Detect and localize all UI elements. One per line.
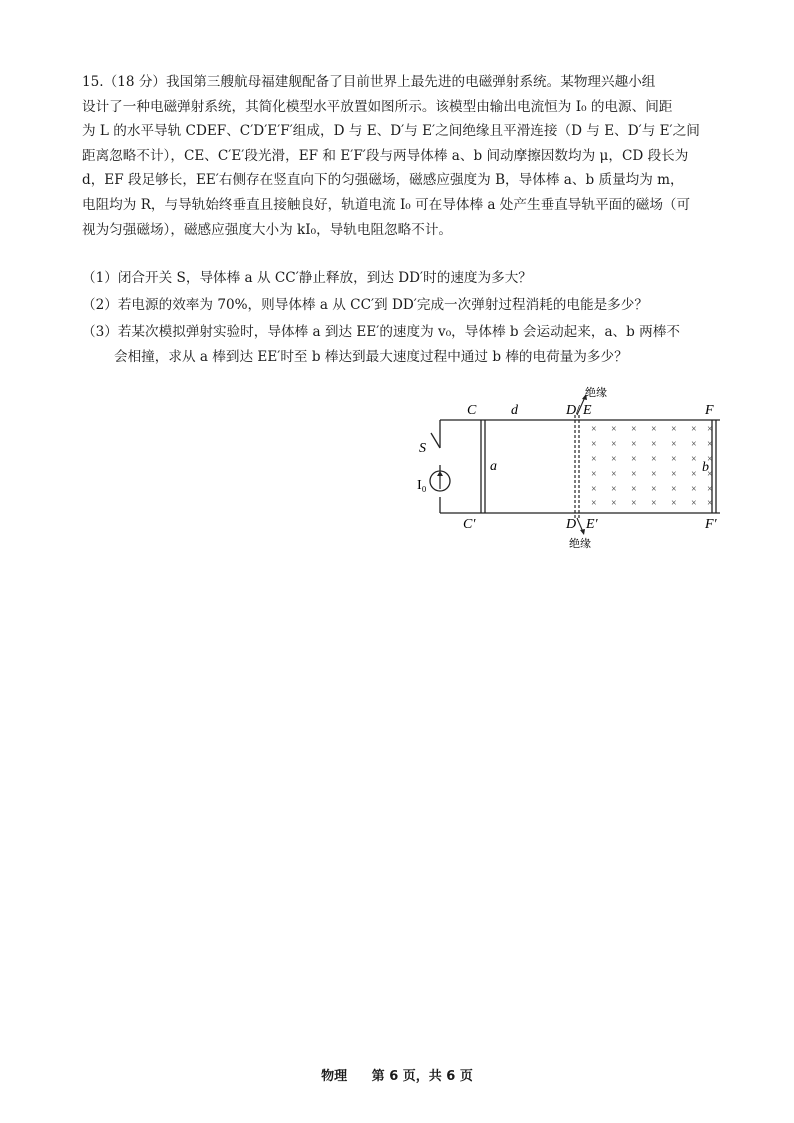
label-e-prime: E′: [586, 517, 598, 532]
stem-line-2: 设计了一种电磁弹射系统，其简化模型水平放置如图所示。该模型由输出电流恒为 I₀ 的电源、间距: [82, 98, 673, 115]
field-x-mark: ×: [707, 498, 713, 509]
field-x-mark: ×: [631, 424, 637, 435]
stem-line-7: 视为匀强磁场），磁感应强度大小为 kI₀，导轨电阻忽略不计。: [82, 221, 453, 238]
field-x-mark: ×: [707, 424, 713, 435]
stem-line-1: 15.（18 分）我国第三艘航母福建舰配备了目前世界上最先进的电磁弹射系统。某物理兴趣小组: [82, 74, 656, 90]
field-x-mark: ×: [631, 484, 637, 495]
rail-diagram-svg: [415, 385, 735, 555]
field-x-mark: ×: [611, 484, 617, 495]
field-x-mark: ×: [591, 469, 597, 480]
circuit-diagram: [415, 385, 735, 559]
question-3-text-2: 会相撞，求从 a 棒到达 EE′时至 b 棒达到最大速度过程中通过 b 棒的电荷量为多少？: [114, 348, 628, 365]
field-x-mark: ×: [671, 424, 677, 435]
field-x-mark: ×: [651, 498, 657, 509]
field-x-mark: ×: [591, 484, 597, 495]
field-x-mark: ×: [691, 498, 697, 509]
field-x-mark: ×: [691, 439, 697, 450]
field-x-mark: ×: [591, 439, 597, 450]
label-f: F: [705, 403, 714, 418]
field-x-mark: ×: [707, 484, 713, 495]
stem-line-5: d，EF 段足够长，EE′右侧存在竖直向下的匀强磁场，磁感应强度为 B，导体棒 a、b 质量均为 m，: [82, 172, 684, 189]
field-x-mark: ×: [631, 498, 637, 509]
question-3-label: （3）: [82, 324, 118, 340]
field-x-mark: ×: [591, 454, 597, 465]
question-2-text: 若电源的效率为 70%，则导体棒 a 从 CC′到 DD′完成一次弹射过程消耗的电能是多少？: [117, 297, 648, 313]
field-x-mark: ×: [651, 424, 657, 435]
question-2: [82, 293, 732, 318]
question-3-text-1: 若某次模拟弹射实验时，导体棒 a 到达 EE′的速度为 v₀，导体棒 b 会运动起来，a、b 两棒不: [117, 324, 680, 340]
field-x-mark: ×: [691, 469, 697, 480]
field-x-mark: ×: [691, 424, 697, 435]
field-x-mark: ×: [691, 484, 697, 495]
field-x-mark: ×: [651, 454, 657, 465]
field-x-mark: ×: [611, 454, 617, 465]
field-x-mark: ×: [631, 469, 637, 480]
label-c-prime: C′: [463, 517, 476, 532]
question-3: [82, 320, 732, 369]
field-x-mark: ×: [591, 498, 597, 509]
field-x-mark: ×: [611, 424, 617, 435]
field-x-mark: ×: [691, 454, 697, 465]
label-i0: I₀: [417, 478, 427, 493]
field-x-mark: ×: [671, 439, 677, 450]
field-x-mark: ×: [651, 484, 657, 495]
insulation-bottom-arrow-icon: [580, 529, 585, 535]
footer-page-number: 第 6 页，共 6 页: [371, 1069, 473, 1084]
field-x-mark: ×: [707, 469, 713, 480]
label-e: E: [583, 403, 592, 418]
field-x-mark: ×: [671, 454, 677, 465]
label-d-prime: D: [566, 517, 577, 532]
magnetic-field-marks: [591, 424, 713, 509]
field-x-mark: ×: [671, 498, 677, 509]
question-1-text: 闭合开关 S，导体棒 a 从 CC′静止释放，到达 DD′时的速度为多大？: [117, 270, 532, 286]
label-s: S: [419, 441, 426, 456]
field-x-mark: ×: [671, 484, 677, 495]
field-x-mark: ×: [671, 469, 677, 480]
field-x-mark: ×: [631, 454, 637, 465]
stem-line-4: 距离忽略不计），CE、C′E′段光滑，EF 和 E′F′段与两导体棒 a、b 间动摩擦因数均为 μ，CD 段长为: [82, 147, 689, 164]
field-x-mark: ×: [651, 439, 657, 450]
footer-subject: 物理: [321, 1069, 348, 1084]
label-d: D: [566, 403, 577, 418]
question-2-label: （2）: [82, 297, 118, 313]
stem-line-3: 为 L 的水平导轨 CDEF、C′D′E′F′组成，D 与 E、D′与 E′之间绝缘且平滑连接（D 与 E、D′与 E′之间: [82, 123, 700, 140]
stem-line-6: 电阻均为 R，与导轨始终垂直且接触良好，轨道电流 I₀ 可在导体棒 a 处产生垂直导轨平面的磁场（可: [82, 196, 691, 213]
field-x-mark: ×: [611, 498, 617, 509]
field-x-mark: ×: [707, 454, 713, 465]
field-x-mark: ×: [651, 469, 657, 480]
field-x-mark: ×: [611, 439, 617, 450]
label-a: a: [490, 459, 497, 474]
insulation-top-label: 绝缘: [585, 386, 607, 399]
question-1-label: （1）: [82, 270, 118, 286]
field-x-mark: ×: [707, 439, 713, 450]
label-f-prime: F′: [705, 517, 717, 532]
problem-score: （18 分）: [103, 74, 167, 90]
label-b: b: [702, 460, 709, 475]
label-c: C: [467, 403, 477, 418]
question-1: [82, 266, 732, 291]
field-x-mark: ×: [631, 439, 637, 450]
field-x-mark: ×: [591, 424, 597, 435]
field-x-mark: ×: [611, 469, 617, 480]
svg-text:/: /: [576, 403, 580, 418]
problem-stem: [82, 70, 722, 242]
page-footer: [0, 1065, 794, 1084]
problem-number: 15.: [82, 74, 104, 90]
label-d-length: d: [511, 403, 518, 418]
switch-s: [431, 433, 440, 448]
insulation-bottom-label: 绝缘: [569, 537, 591, 550]
